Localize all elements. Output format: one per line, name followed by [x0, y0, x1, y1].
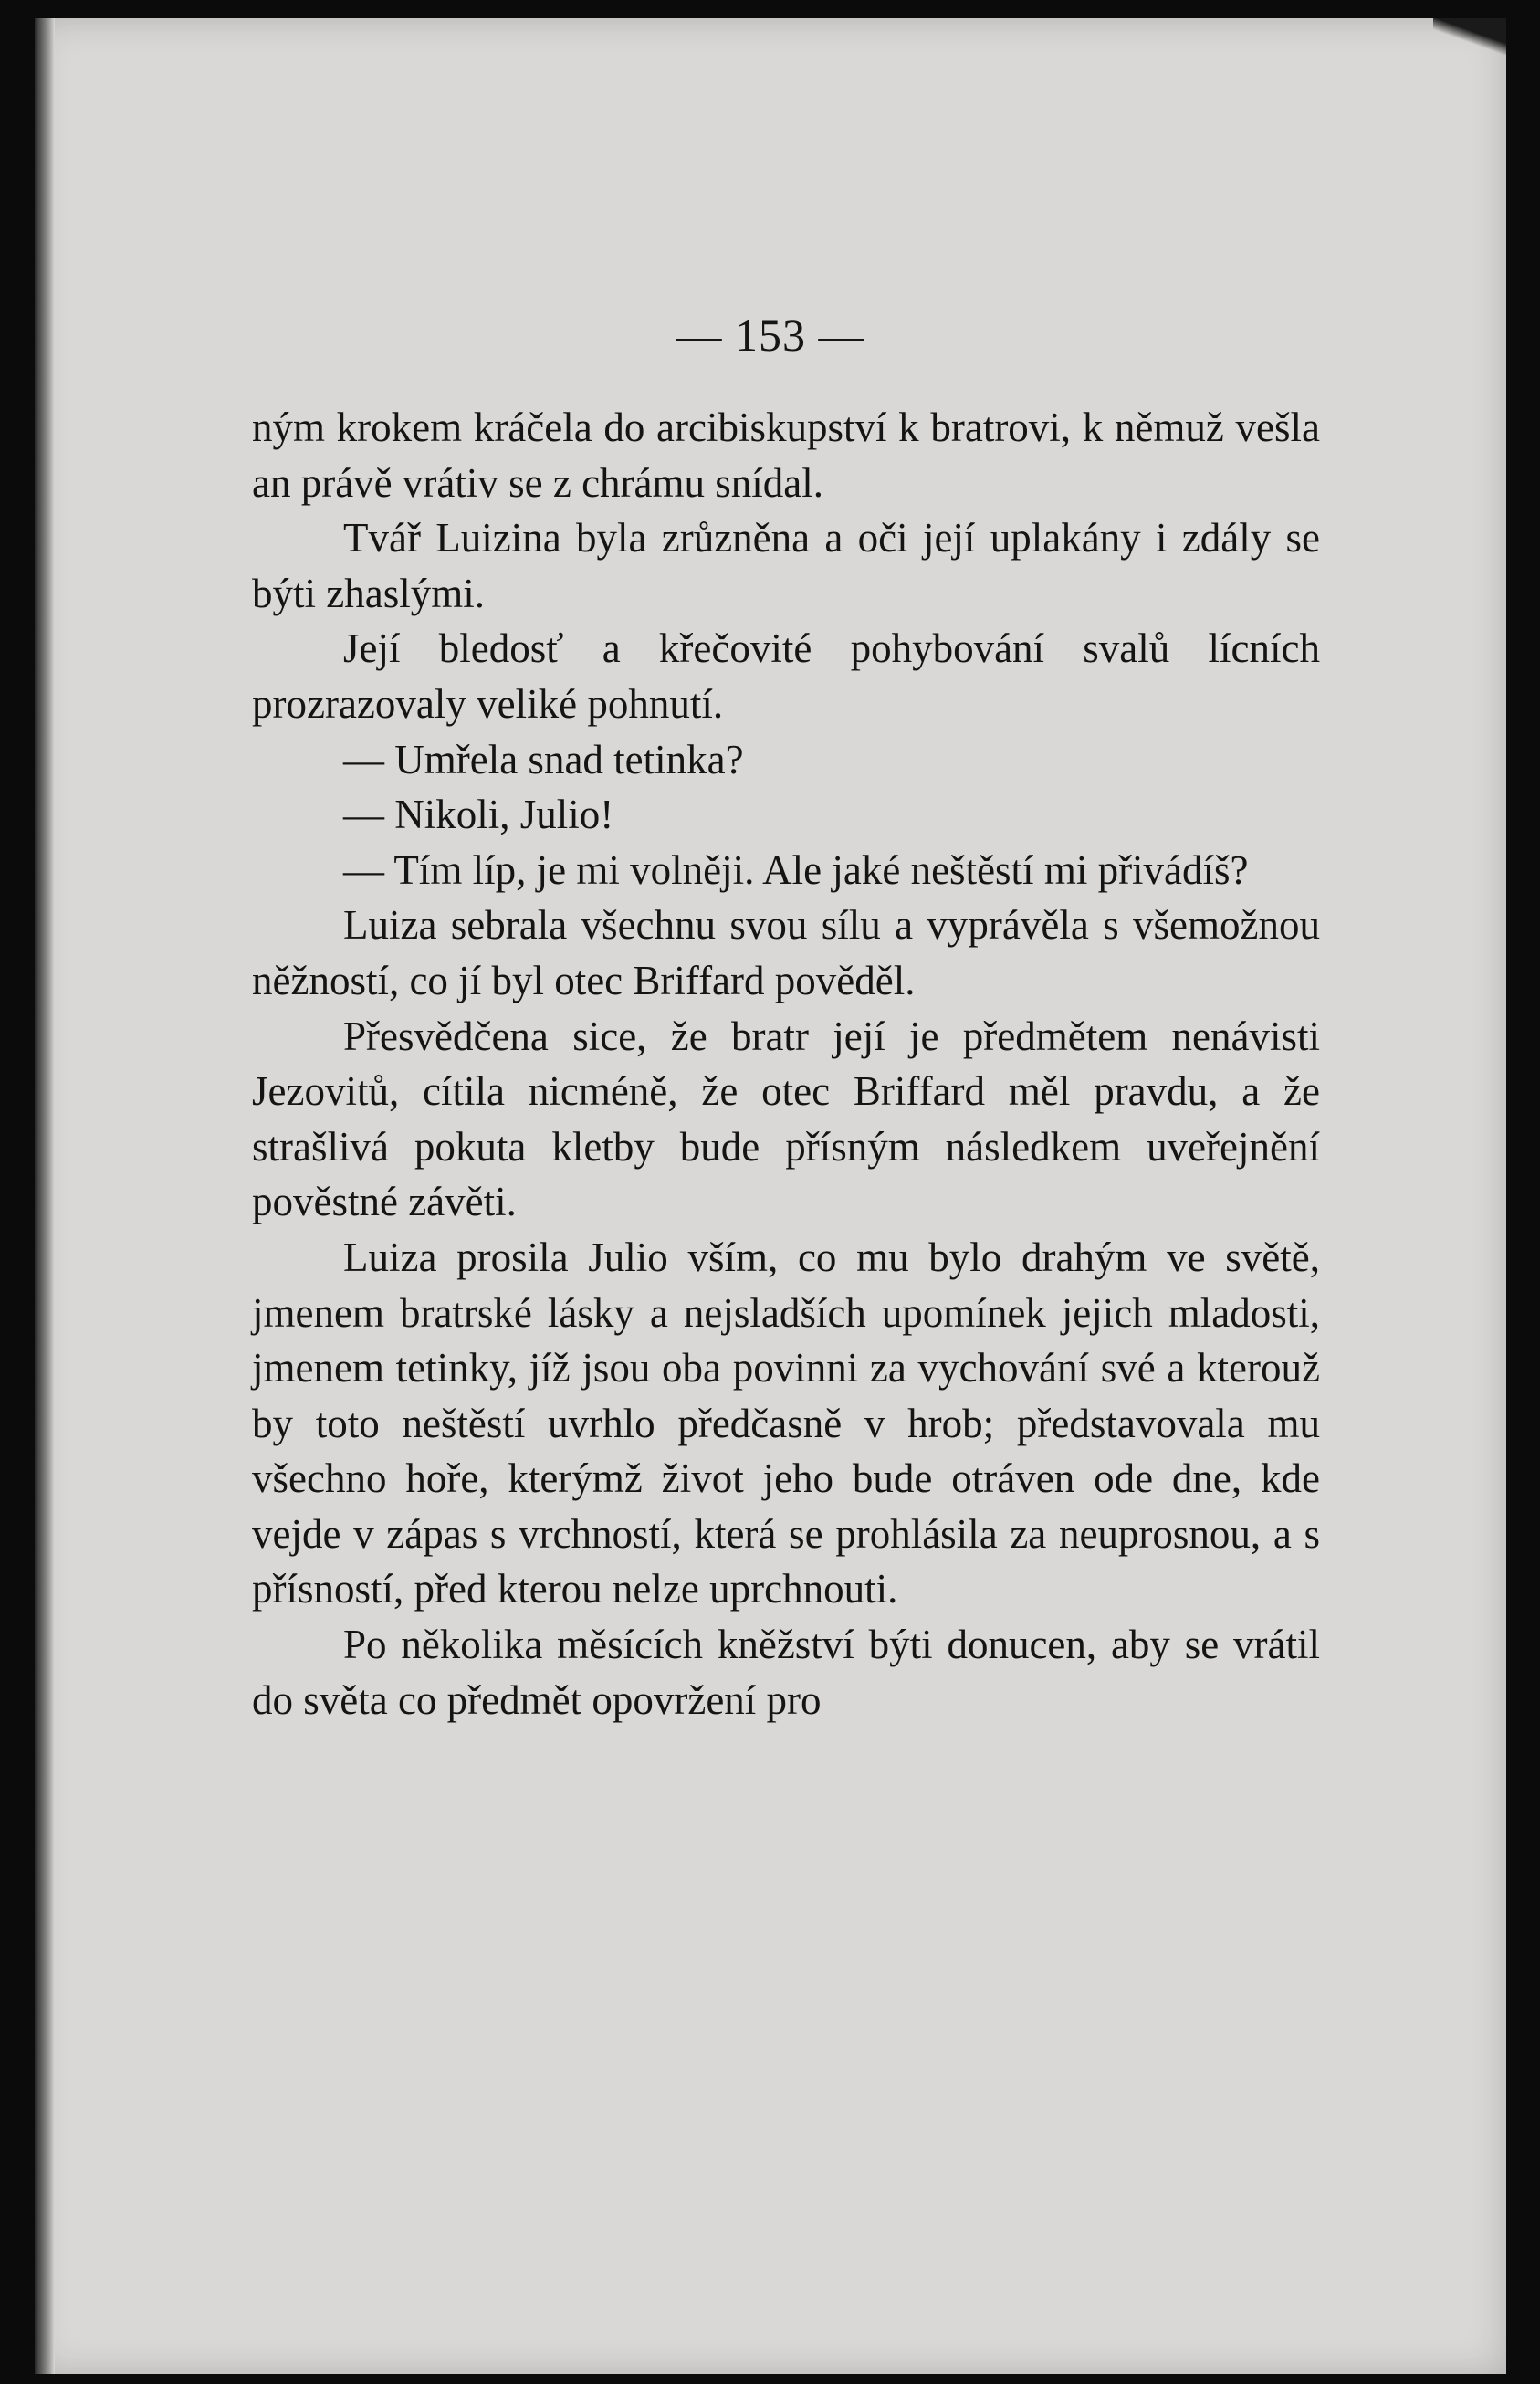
paragraph: Po několika měsících kněžství býti donucen, aby se vrátil do světa co předmět opovržení pro — [252, 1622, 1320, 1723]
paragraph: Její bledosť a křečovité pohybování svalů lícních prozrazovaly veliké pohnutí. — [252, 625, 1320, 727]
dialogue-line: — Umřela snad tetinka? — [343, 736, 744, 782]
corner-fold — [1433, 18, 1506, 55]
dialogue-line: — Tím líp, je mi volněji. Ale jaké neštěstí mi přivádíš? — [343, 846, 1249, 893]
binding-edge — [35, 18, 55, 2374]
paragraph: Luiza prosila Julio vším, co mu bylo drahým ve světě, jmenem bratrské lásky a nejsladších upomínek jejich mladosti, jmenem tetinky, jíž jsou oba povinni za vychování své a kterouž by toto neštěstí uvrhlo předčasně v hrob; představovala mu všechno hoře, kterýmž život jeho bude otráven ode dne, kde vejde v zápas s vrchností, která se prohlásila za neuprosnou, a s přísností, před kterou nelze uprchnouti. — [252, 1234, 1320, 1612]
paragraph: Přesvědčena sice, že bratr její je předmětem nenávisti Jezovitů, cítila nicméně, že otec Briffard měl pravdu, a že strašlivá pokuta kletby bude přísným následkem uveřejnění pověstné závěti. — [252, 1013, 1320, 1225]
body-text — [252, 400, 1320, 1728]
paragraph: Tvář Luizina byla zrůzněna a oči její uplakány i zdály se býti zhaslými. — [252, 515, 1320, 616]
page-number: — 153 — — [676, 310, 865, 361]
paragraph: Luiza sebrala všechnu svou sílu a vyprávěla s všemožnou něžností, co jí byl otec Briffard pověděl. — [252, 902, 1320, 1003]
dialogue-line: — Nikoli, Julio! — [343, 792, 614, 838]
book-page — [35, 18, 1506, 2374]
paragraph-continuation: ným krokem kráčela do arcibiskupství k bratrovi, k němuž vešla an právě vrátiv se z chrámu snídal. — [252, 404, 1320, 506]
